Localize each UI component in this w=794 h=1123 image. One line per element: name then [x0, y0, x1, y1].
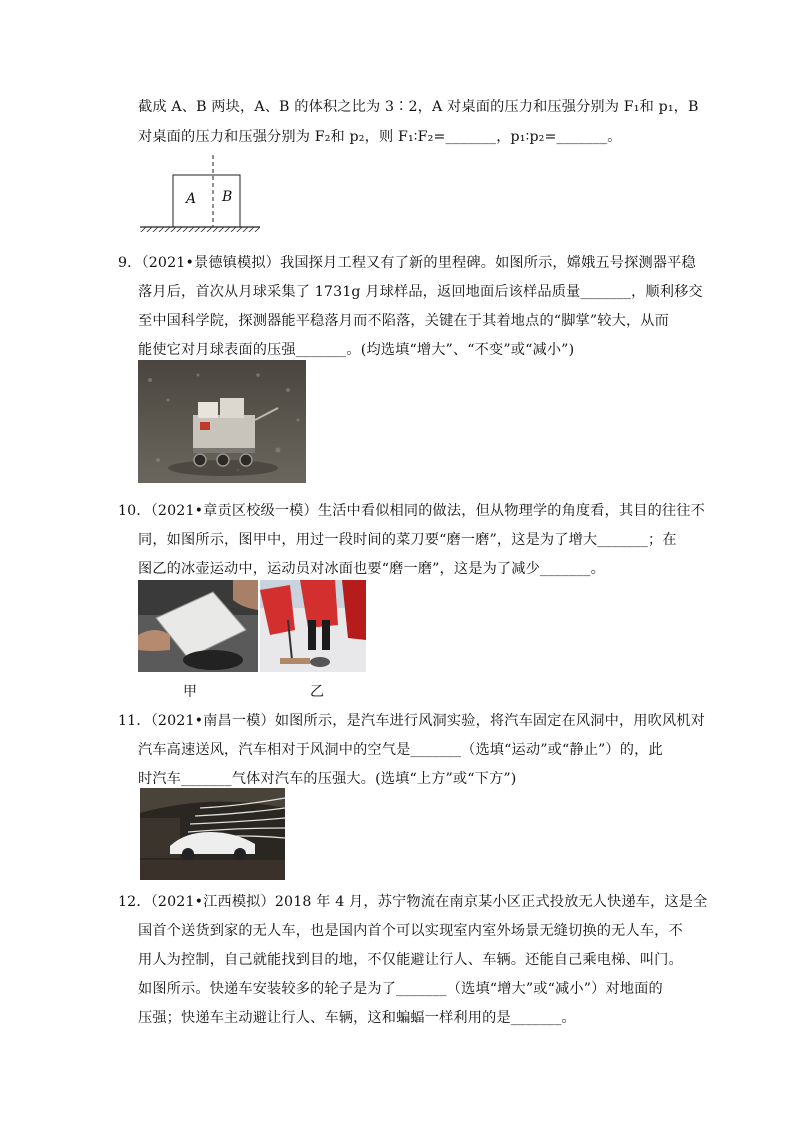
q10-line-3: 图乙的冰壶运动中，运动员对冰面也要“磨一磨”，这是为了减少_______。 [138, 561, 605, 577]
q9-line-4: 能使它对月球表面的压强_______。(均选填“增大”、“不变”或“减小”) [138, 342, 575, 358]
q8-line-1: 截成 A、B 两块，A、B 的体积之比为 3∶2，A 对桌面的压力和压强分别为 F₁和 p₁，B [138, 99, 699, 115]
caption-yi: 乙 [310, 684, 324, 700]
curling-photo [260, 580, 366, 672]
lunar-lander-photo [138, 360, 306, 483]
knife-sharpening-photo [138, 580, 258, 672]
q12-line-3: 用人为控制，自己就能找到目的地，不仅能避让行人、车辆。还能自己乘电梯、叫门。 [138, 952, 683, 968]
label-b: B [222, 189, 233, 205]
q12-line-2: 国首个送货到家的无人车，也是国内首个可以实现室内室外场景无缝切换的无人车，不 [138, 923, 683, 939]
q12-line-4: 如图所示。快递车安装较多的轮子是为了_______（选填“增大”或“减小”）对地面的 [138, 981, 663, 997]
q11-line-1: 11．（2021•南昌一模）如图所示，是汽车进行风洞实验，将汽车固定在风洞中，用吹风机对 [118, 713, 705, 729]
block-ab-figure [140, 155, 260, 233]
caption-jia: 甲 [183, 684, 197, 700]
q11-line-2: 汽车高速送风，汽车相对于风洞中的空气是_______（选填“运动”或“静止”）的，此 [138, 742, 663, 758]
q8-line-2: 对桌面的压力和压强分别为 F₂和 p₂，则 F₁∶F₂=_______，p₁∶p₂=_______。 [138, 129, 622, 145]
q11-line-3: 时汽车_______气体对汽车的压强大。(选填“上方”或“下方”) [138, 771, 517, 787]
q12-line-1: 12．（2021•江西模拟）2018 年 4 月，苏宁物流在南京某小区正式投放无人快递车，这是全 [118, 894, 708, 910]
wind-tunnel-photo [140, 788, 285, 880]
q9-line-2: 落月后，首次从月球采集了 1731g 月球样品，返回地面后该样品质量_______，顺利移交 [138, 284, 703, 300]
q12-line-5: 压强；快递车主动避让行人、车辆，这和蝙蝠一样利用的是_______。 [138, 1010, 576, 1026]
q10-line-2: 同，如图所示，图甲中，用过一段时间的菜刀要“磨一磨”，这是为了增大_______；在 [138, 532, 677, 548]
q9-line-3: 至中国科学院，探测器能平稳落月而不陷落，关键在于其着地点的“脚掌”较大，从而 [138, 313, 669, 329]
q10-line-1: 10．（2021•章贡区校级一模）生活中看似相同的做法，但从物理学的角度看，其目的往往不 [118, 503, 705, 519]
q9-line-1: 9．（2021•景德镇模拟）我国探月工程又有了新的里程碑。如图所示，嫦娥五号探测器平稳 [118, 255, 696, 271]
label-a: A [186, 191, 197, 207]
